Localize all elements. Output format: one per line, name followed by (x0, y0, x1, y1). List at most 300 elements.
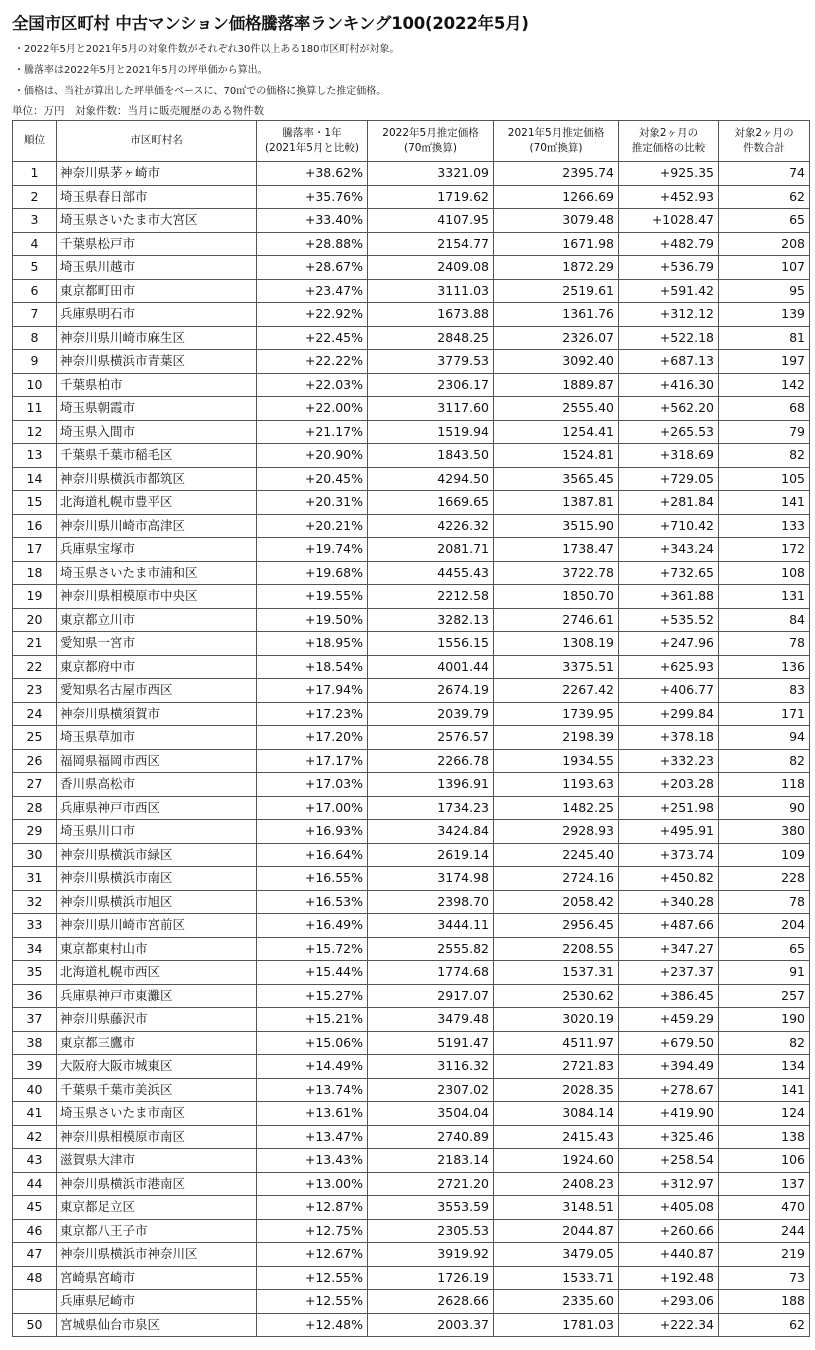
price-2021-cell: 1266.69 (494, 185, 619, 209)
price-2021-cell: 1738.47 (494, 538, 619, 562)
diff-cell: +343.24 (619, 538, 719, 562)
count-cell: 106 (719, 1149, 810, 1173)
price-2022-cell: 3282.13 (368, 608, 494, 632)
diff-cell: +679.50 (619, 1031, 719, 1055)
rate-cell: +22.03% (257, 373, 368, 397)
count-cell: 141 (719, 491, 810, 515)
diff-cell: +260.66 (619, 1219, 719, 1243)
city-cell: 滋賀県大津市 (57, 1149, 257, 1173)
count-cell: 83 (719, 679, 810, 703)
count-cell: 197 (719, 350, 810, 374)
price-2022-cell: 3479.48 (368, 1008, 494, 1032)
price-2021-cell: 3722.78 (494, 561, 619, 585)
price-2021-cell: 2198.39 (494, 726, 619, 750)
table-row (13, 1149, 810, 1173)
count-cell: 68 (719, 397, 810, 421)
rate-cell: +13.43% (257, 1149, 368, 1173)
count-cell: 134 (719, 1055, 810, 1079)
price-2021-cell: 3020.19 (494, 1008, 619, 1032)
rank-cell: 2 (13, 185, 57, 209)
rank-cell: 44 (13, 1172, 57, 1196)
table-row (13, 1196, 810, 1220)
city-cell: 埼玉県さいたま市南区 (57, 1102, 257, 1126)
diff-cell: +312.97 (619, 1172, 719, 1196)
city-cell: 東京都八王子市 (57, 1219, 257, 1243)
price-2022-cell: 2674.19 (368, 679, 494, 703)
count-cell: 78 (719, 632, 810, 656)
table-header-row (13, 121, 810, 162)
price-2021-cell: 1781.03 (494, 1313, 619, 1337)
price-2022-cell: 2305.53 (368, 1219, 494, 1243)
rank-cell: 5 (13, 256, 57, 280)
count-cell: 62 (719, 185, 810, 209)
diff-cell: +347.27 (619, 937, 719, 961)
count-cell: 95 (719, 279, 810, 303)
price-2021-cell: 1924.60 (494, 1149, 619, 1173)
rate-cell: +22.22% (257, 350, 368, 374)
diff-cell: +299.84 (619, 702, 719, 726)
rank-cell: 45 (13, 1196, 57, 1220)
count-cell: 78 (719, 890, 810, 914)
count-cell: 380 (719, 820, 810, 844)
city-cell: 兵庫県神戸市東灘区 (57, 984, 257, 1008)
table-row (13, 585, 810, 609)
rate-cell: +21.17% (257, 420, 368, 444)
price-2022-cell: 2307.02 (368, 1078, 494, 1102)
table-row (13, 984, 810, 1008)
rate-cell: +20.45% (257, 467, 368, 491)
price-2021-cell: 2028.35 (494, 1078, 619, 1102)
rank-cell: 35 (13, 961, 57, 985)
price-2022-cell: 3424.84 (368, 820, 494, 844)
table-row (13, 914, 810, 938)
table-row (13, 303, 810, 327)
rank-cell: 47 (13, 1243, 57, 1267)
city-cell: 神奈川県相模原市南区 (57, 1125, 257, 1149)
price-2022-cell: 2398.70 (368, 890, 494, 914)
city-cell: 神奈川県横浜市旭区 (57, 890, 257, 914)
rank-cell: 1 (13, 162, 57, 186)
table-row (13, 608, 810, 632)
count-cell: 73 (719, 1266, 810, 1290)
rate-cell: +17.20% (257, 726, 368, 750)
rank-cell: 36 (13, 984, 57, 1008)
rank-cell: 28 (13, 796, 57, 820)
diff-cell: +687.13 (619, 350, 719, 374)
diff-cell: +293.06 (619, 1290, 719, 1314)
rank-cell: 46 (13, 1219, 57, 1243)
rank-cell: 30 (13, 843, 57, 867)
rate-cell: +12.75% (257, 1219, 368, 1243)
price-2022-cell: 4226.32 (368, 514, 494, 538)
note-line: ・騰落率は2022年5月と2021年5月の坪単価から算出。 (14, 65, 268, 76)
count-cell: 208 (719, 232, 810, 256)
table-row (13, 467, 810, 491)
price-2021-cell: 2928.93 (494, 820, 619, 844)
city-cell: 愛知県一宮市 (57, 632, 257, 656)
city-cell: 神奈川県横須賀市 (57, 702, 257, 726)
diff-cell: +340.28 (619, 890, 719, 914)
city-cell: 北海道札幌市西区 (57, 961, 257, 985)
rate-cell: +15.44% (257, 961, 368, 985)
table-row (13, 961, 810, 985)
price-2022-cell: 2555.82 (368, 937, 494, 961)
table-row (13, 937, 810, 961)
city-cell: 埼玉県さいたま市浦和区 (57, 561, 257, 585)
city-cell: 千葉県松戸市 (57, 232, 257, 256)
table-row (13, 890, 810, 914)
count-cell: 139 (719, 303, 810, 327)
price-2022-cell: 4294.50 (368, 467, 494, 491)
rank-cell: 24 (13, 702, 57, 726)
header-price-2021: 2021年5月推定価格 (70㎡換算) (494, 121, 619, 162)
rate-cell: +19.68% (257, 561, 368, 585)
price-2022-cell: 2576.57 (368, 726, 494, 750)
price-2022-cell: 2039.79 (368, 702, 494, 726)
rank-cell: 18 (13, 561, 57, 585)
rate-cell: +17.00% (257, 796, 368, 820)
price-2021-cell: 2058.42 (494, 890, 619, 914)
price-2021-cell: 3479.05 (494, 1243, 619, 1267)
header-diff: 対象2ヶ月の 推定価格の比較 (619, 121, 719, 162)
rate-cell: +22.92% (257, 303, 368, 327)
diff-cell: +318.69 (619, 444, 719, 468)
diff-cell: +729.05 (619, 467, 719, 491)
count-cell: 108 (719, 561, 810, 585)
rank-cell: 8 (13, 326, 57, 350)
diff-cell: +203.28 (619, 773, 719, 797)
table-row (13, 491, 810, 515)
price-2021-cell: 2555.40 (494, 397, 619, 421)
rate-cell: +15.27% (257, 984, 368, 1008)
price-2021-cell: 2395.74 (494, 162, 619, 186)
city-cell: 愛知県名古屋市西区 (57, 679, 257, 703)
city-cell: 東京都府中市 (57, 655, 257, 679)
price-2021-cell: 2408.23 (494, 1172, 619, 1196)
price-2021-cell: 3515.90 (494, 514, 619, 538)
table-row (13, 1102, 810, 1126)
rank-cell: 42 (13, 1125, 57, 1149)
price-2021-cell: 2519.61 (494, 279, 619, 303)
diff-cell: +535.52 (619, 608, 719, 632)
rank-cell: 48 (13, 1266, 57, 1290)
rate-cell: +20.31% (257, 491, 368, 515)
city-cell: 東京都足立区 (57, 1196, 257, 1220)
count-cell: 142 (719, 373, 810, 397)
count-cell: 136 (719, 655, 810, 679)
rate-cell: +13.47% (257, 1125, 368, 1149)
diff-cell: +416.30 (619, 373, 719, 397)
count-cell: 90 (719, 796, 810, 820)
rank-cell: 43 (13, 1149, 57, 1173)
diff-cell: +265.53 (619, 420, 719, 444)
table-row (13, 702, 810, 726)
price-2022-cell: 3504.04 (368, 1102, 494, 1126)
rank-cell: 9 (13, 350, 57, 374)
table-row (13, 538, 810, 562)
price-2021-cell: 1361.76 (494, 303, 619, 327)
header-price-2022: 2022年5月推定価格 (70㎡換算) (368, 121, 494, 162)
price-2022-cell: 3553.59 (368, 1196, 494, 1220)
rate-cell: +35.76% (257, 185, 368, 209)
rate-cell: +20.21% (257, 514, 368, 538)
table-row (13, 444, 810, 468)
table-row (13, 820, 810, 844)
table-row (13, 1078, 810, 1102)
city-cell: 大阪府大阪市城東区 (57, 1055, 257, 1079)
price-2021-cell: 1524.81 (494, 444, 619, 468)
city-cell: 埼玉県春日部市 (57, 185, 257, 209)
price-2022-cell: 1726.19 (368, 1266, 494, 1290)
count-cell: 82 (719, 444, 810, 468)
rank-cell: 13 (13, 444, 57, 468)
city-cell: 神奈川県横浜市緑区 (57, 843, 257, 867)
count-cell: 133 (719, 514, 810, 538)
rate-cell: +20.90% (257, 444, 368, 468)
count-cell: 62 (719, 1313, 810, 1337)
count-cell: 124 (719, 1102, 810, 1126)
price-2022-cell: 2183.14 (368, 1149, 494, 1173)
price-2022-cell: 3111.03 (368, 279, 494, 303)
diff-cell: +405.08 (619, 1196, 719, 1220)
count-cell: 190 (719, 1008, 810, 1032)
diff-cell: +361.88 (619, 585, 719, 609)
rank-cell: 16 (13, 514, 57, 538)
city-cell: 東京都立川市 (57, 608, 257, 632)
price-2021-cell: 1308.19 (494, 632, 619, 656)
city-cell: 神奈川県横浜市港南区 (57, 1172, 257, 1196)
rate-cell: +18.95% (257, 632, 368, 656)
diff-cell: +482.79 (619, 232, 719, 256)
diff-cell: +247.96 (619, 632, 719, 656)
city-cell: 香川県高松市 (57, 773, 257, 797)
rank-cell: 38 (13, 1031, 57, 1055)
note-line: ・2022年5月と2021年5月の対象件数がそれぞれ30件以上ある180市区町村が対象。 (14, 44, 400, 55)
rate-cell: +15.06% (257, 1031, 368, 1055)
rank-cell: 3 (13, 209, 57, 233)
city-cell: 東京都町田市 (57, 279, 257, 303)
count-cell: 107 (719, 256, 810, 280)
city-cell: 兵庫県尼崎市 (57, 1290, 257, 1314)
diff-cell: +406.77 (619, 679, 719, 703)
price-2021-cell: 3565.45 (494, 467, 619, 491)
city-cell: 福岡県福岡市西区 (57, 749, 257, 773)
rate-cell: +13.74% (257, 1078, 368, 1102)
table-row (13, 326, 810, 350)
city-cell: 千葉県千葉市美浜区 (57, 1078, 257, 1102)
ranking-table (12, 120, 810, 1337)
rank-cell: 39 (13, 1055, 57, 1079)
rate-cell: +19.55% (257, 585, 368, 609)
rate-cell: +16.55% (257, 867, 368, 891)
city-cell: 神奈川県川崎市高津区 (57, 514, 257, 538)
diff-cell: +192.48 (619, 1266, 719, 1290)
rank-cell: 12 (13, 420, 57, 444)
diff-cell: +536.79 (619, 256, 719, 280)
diff-cell: +562.20 (619, 397, 719, 421)
count-cell: 65 (719, 937, 810, 961)
price-2021-cell: 1889.87 (494, 373, 619, 397)
price-2021-cell: 2335.60 (494, 1290, 619, 1314)
count-cell: 74 (719, 162, 810, 186)
table-row (13, 773, 810, 797)
rate-cell: +16.49% (257, 914, 368, 938)
price-2021-cell: 2721.83 (494, 1055, 619, 1079)
count-cell: 81 (719, 326, 810, 350)
note-line: ・価格は、当社が算出した坪単価をベースに、70㎡での価格に換算した推定価格。 (14, 86, 387, 97)
price-2022-cell: 2917.07 (368, 984, 494, 1008)
price-2021-cell: 2415.43 (494, 1125, 619, 1149)
rank-cell: 41 (13, 1102, 57, 1126)
table-row (13, 867, 810, 891)
count-cell: 91 (719, 961, 810, 985)
count-cell: 65 (719, 209, 810, 233)
rate-cell: +22.00% (257, 397, 368, 421)
diff-cell: +591.42 (619, 279, 719, 303)
rank-cell: 11 (13, 397, 57, 421)
table-row (13, 843, 810, 867)
price-2021-cell: 1934.55 (494, 749, 619, 773)
diff-cell: +487.66 (619, 914, 719, 938)
count-cell: 82 (719, 749, 810, 773)
city-cell: 埼玉県草加市 (57, 726, 257, 750)
diff-cell: +710.42 (619, 514, 719, 538)
count-cell: 171 (719, 702, 810, 726)
price-2021-cell: 4511.97 (494, 1031, 619, 1055)
table-row (13, 1243, 810, 1267)
rank-cell: 50 (13, 1313, 57, 1337)
price-2022-cell: 2266.78 (368, 749, 494, 773)
price-2021-cell: 2044.87 (494, 1219, 619, 1243)
rank-cell: 27 (13, 773, 57, 797)
price-2021-cell: 1387.81 (494, 491, 619, 515)
price-2021-cell: 3079.48 (494, 209, 619, 233)
price-2022-cell: 1673.88 (368, 303, 494, 327)
count-cell: 131 (719, 585, 810, 609)
price-2021-cell: 1872.29 (494, 256, 619, 280)
rate-cell: +38.62% (257, 162, 368, 186)
price-2022-cell: 2848.25 (368, 326, 494, 350)
count-cell: 172 (719, 538, 810, 562)
rank-cell: 19 (13, 585, 57, 609)
table-row (13, 679, 810, 703)
price-2022-cell: 2081.71 (368, 538, 494, 562)
rate-cell: +12.87% (257, 1196, 368, 1220)
price-2021-cell: 3148.51 (494, 1196, 619, 1220)
rank-cell: 14 (13, 467, 57, 491)
city-cell: 神奈川県川崎市宮前区 (57, 914, 257, 938)
diff-cell: +386.45 (619, 984, 719, 1008)
table-row (13, 1031, 810, 1055)
diff-cell: +251.98 (619, 796, 719, 820)
diff-cell: +325.46 (619, 1125, 719, 1149)
diff-cell: +450.82 (619, 867, 719, 891)
rank-cell: 29 (13, 820, 57, 844)
price-2022-cell: 2212.58 (368, 585, 494, 609)
diff-cell: +222.34 (619, 1313, 719, 1337)
diff-cell: +440.87 (619, 1243, 719, 1267)
price-2022-cell: 1774.68 (368, 961, 494, 985)
rate-cell: +12.55% (257, 1290, 368, 1314)
price-2022-cell: 2721.20 (368, 1172, 494, 1196)
price-2022-cell: 2409.08 (368, 256, 494, 280)
price-2022-cell: 1519.94 (368, 420, 494, 444)
rate-cell: +28.67% (257, 256, 368, 280)
table-row (13, 1266, 810, 1290)
diff-cell: +237.37 (619, 961, 719, 985)
count-cell: 105 (719, 467, 810, 491)
rank-cell: 40 (13, 1078, 57, 1102)
table-row (13, 279, 810, 303)
city-cell: 埼玉県川越市 (57, 256, 257, 280)
rate-cell: +16.53% (257, 890, 368, 914)
price-2022-cell: 2306.17 (368, 373, 494, 397)
table-row (13, 796, 810, 820)
count-cell: 188 (719, 1290, 810, 1314)
count-cell: 138 (719, 1125, 810, 1149)
table-row (13, 350, 810, 374)
rank-cell: 20 (13, 608, 57, 632)
table-row (13, 632, 810, 656)
rank-cell: 25 (13, 726, 57, 750)
diff-cell: +278.67 (619, 1078, 719, 1102)
city-cell: 宮崎県宮崎市 (57, 1266, 257, 1290)
rate-cell: +23.47% (257, 279, 368, 303)
price-2022-cell: 4455.43 (368, 561, 494, 585)
diff-cell: +394.49 (619, 1055, 719, 1079)
city-cell: 神奈川県相模原市中央区 (57, 585, 257, 609)
diff-cell: +378.18 (619, 726, 719, 750)
rate-cell: +12.48% (257, 1313, 368, 1337)
count-cell: 244 (719, 1219, 810, 1243)
price-2022-cell: 2740.89 (368, 1125, 494, 1149)
city-cell: 東京都東村山市 (57, 937, 257, 961)
price-2022-cell: 3117.60 (368, 397, 494, 421)
table-row (13, 514, 810, 538)
rank-cell: 6 (13, 279, 57, 303)
price-2021-cell: 2956.45 (494, 914, 619, 938)
price-2021-cell: 1482.25 (494, 796, 619, 820)
diff-cell: +419.90 (619, 1102, 719, 1126)
city-cell: 神奈川県横浜市南区 (57, 867, 257, 891)
diff-cell: +625.93 (619, 655, 719, 679)
price-2021-cell: 3092.40 (494, 350, 619, 374)
price-2022-cell: 4001.44 (368, 655, 494, 679)
price-2022-cell: 2628.66 (368, 1290, 494, 1314)
price-2022-cell: 1843.50 (368, 444, 494, 468)
price-2022-cell: 3174.98 (368, 867, 494, 891)
rate-cell: +16.93% (257, 820, 368, 844)
count-cell: 219 (719, 1243, 810, 1267)
price-2022-cell: 3321.09 (368, 162, 494, 186)
diff-cell: +925.35 (619, 162, 719, 186)
price-2022-cell: 1556.15 (368, 632, 494, 656)
table-row (13, 1008, 810, 1032)
rate-cell: +19.74% (257, 538, 368, 562)
diff-cell: +312.12 (619, 303, 719, 327)
table-row (13, 561, 810, 585)
rate-cell: +18.54% (257, 655, 368, 679)
count-cell: 118 (719, 773, 810, 797)
diff-cell: +459.29 (619, 1008, 719, 1032)
city-cell: 神奈川県茅ヶ崎市 (57, 162, 257, 186)
table-row (13, 397, 810, 421)
rate-cell: +33.40% (257, 209, 368, 233)
rank-cell (13, 1290, 57, 1314)
table-row (13, 726, 810, 750)
price-2021-cell: 1537.31 (494, 961, 619, 985)
rate-cell: +14.49% (257, 1055, 368, 1079)
